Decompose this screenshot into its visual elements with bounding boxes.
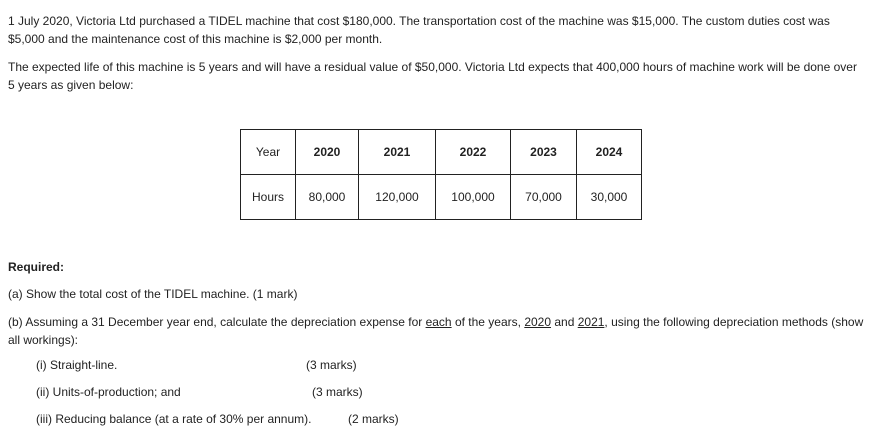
hours-cell: 80,000: [296, 175, 359, 220]
marks-units-of-production: (3 marks): [312, 385, 363, 399]
marks-straight-line: (3 marks): [306, 358, 357, 372]
year-cell: 2023: [511, 130, 577, 175]
marks-reducing-balance: (2 marks): [348, 412, 399, 426]
question-b-text: and: [551, 315, 578, 329]
hours-cell: 70,000: [511, 175, 577, 220]
year-cell: 2024: [577, 130, 642, 175]
hours-cell: 30,000: [577, 175, 642, 220]
year-cell: 2020: [296, 130, 359, 175]
emphasis-year-2021: 2021: [577, 315, 605, 329]
hours-cell: 100,000: [436, 175, 511, 220]
table-row-year: [241, 130, 642, 175]
question-b-text: (b) Assuming a 31 December year end, calculate the depreciation expense for: [8, 315, 426, 329]
table-row-hours: [241, 175, 642, 220]
question-a: (a) Show the total cost of the TIDEL machine. (1 mark): [8, 287, 298, 301]
intro-paragraph-purchase: 1 July 2020, Victoria Ltd purchased a TIDEL machine that cost $180,000. The transportation cost of the machine was $15,000. The custom duties cost was $5,000 and the maintenance cost of this machine is $2,000 per month.: [8, 14, 830, 46]
intro-paragraph-life: The expected life of this machine is 5 years and will have a residual value of $50,000. Victoria Ltd expects that 400,000 hours of machine work will be done over 5 years as given below:: [8, 60, 857, 92]
emphasis-each: each: [425, 315, 452, 329]
year-cell: 2022: [436, 130, 511, 175]
question-b-text: of the years,: [451, 315, 525, 329]
method-reducing-balance: (iii) Reducing balance (at a rate of 30% per annum).: [36, 412, 312, 426]
question-b-text: , using the following depreciation methods (show all workings):: [8, 315, 864, 347]
method-units-of-production: (ii) Units-of-production; and: [36, 385, 181, 399]
emphasis-year-2020: 2020: [524, 315, 552, 329]
year-cell: 2021: [359, 130, 436, 175]
machine-hours-table: [240, 129, 642, 220]
required-heading: Required:: [8, 260, 65, 274]
row-label-hours: Hours: [241, 175, 296, 220]
method-straight-line: (i) Straight-line.: [36, 358, 118, 372]
row-label-year: Year: [241, 130, 296, 175]
question-b: [8, 313, 864, 349]
hours-cell: 120,000: [359, 175, 436, 220]
